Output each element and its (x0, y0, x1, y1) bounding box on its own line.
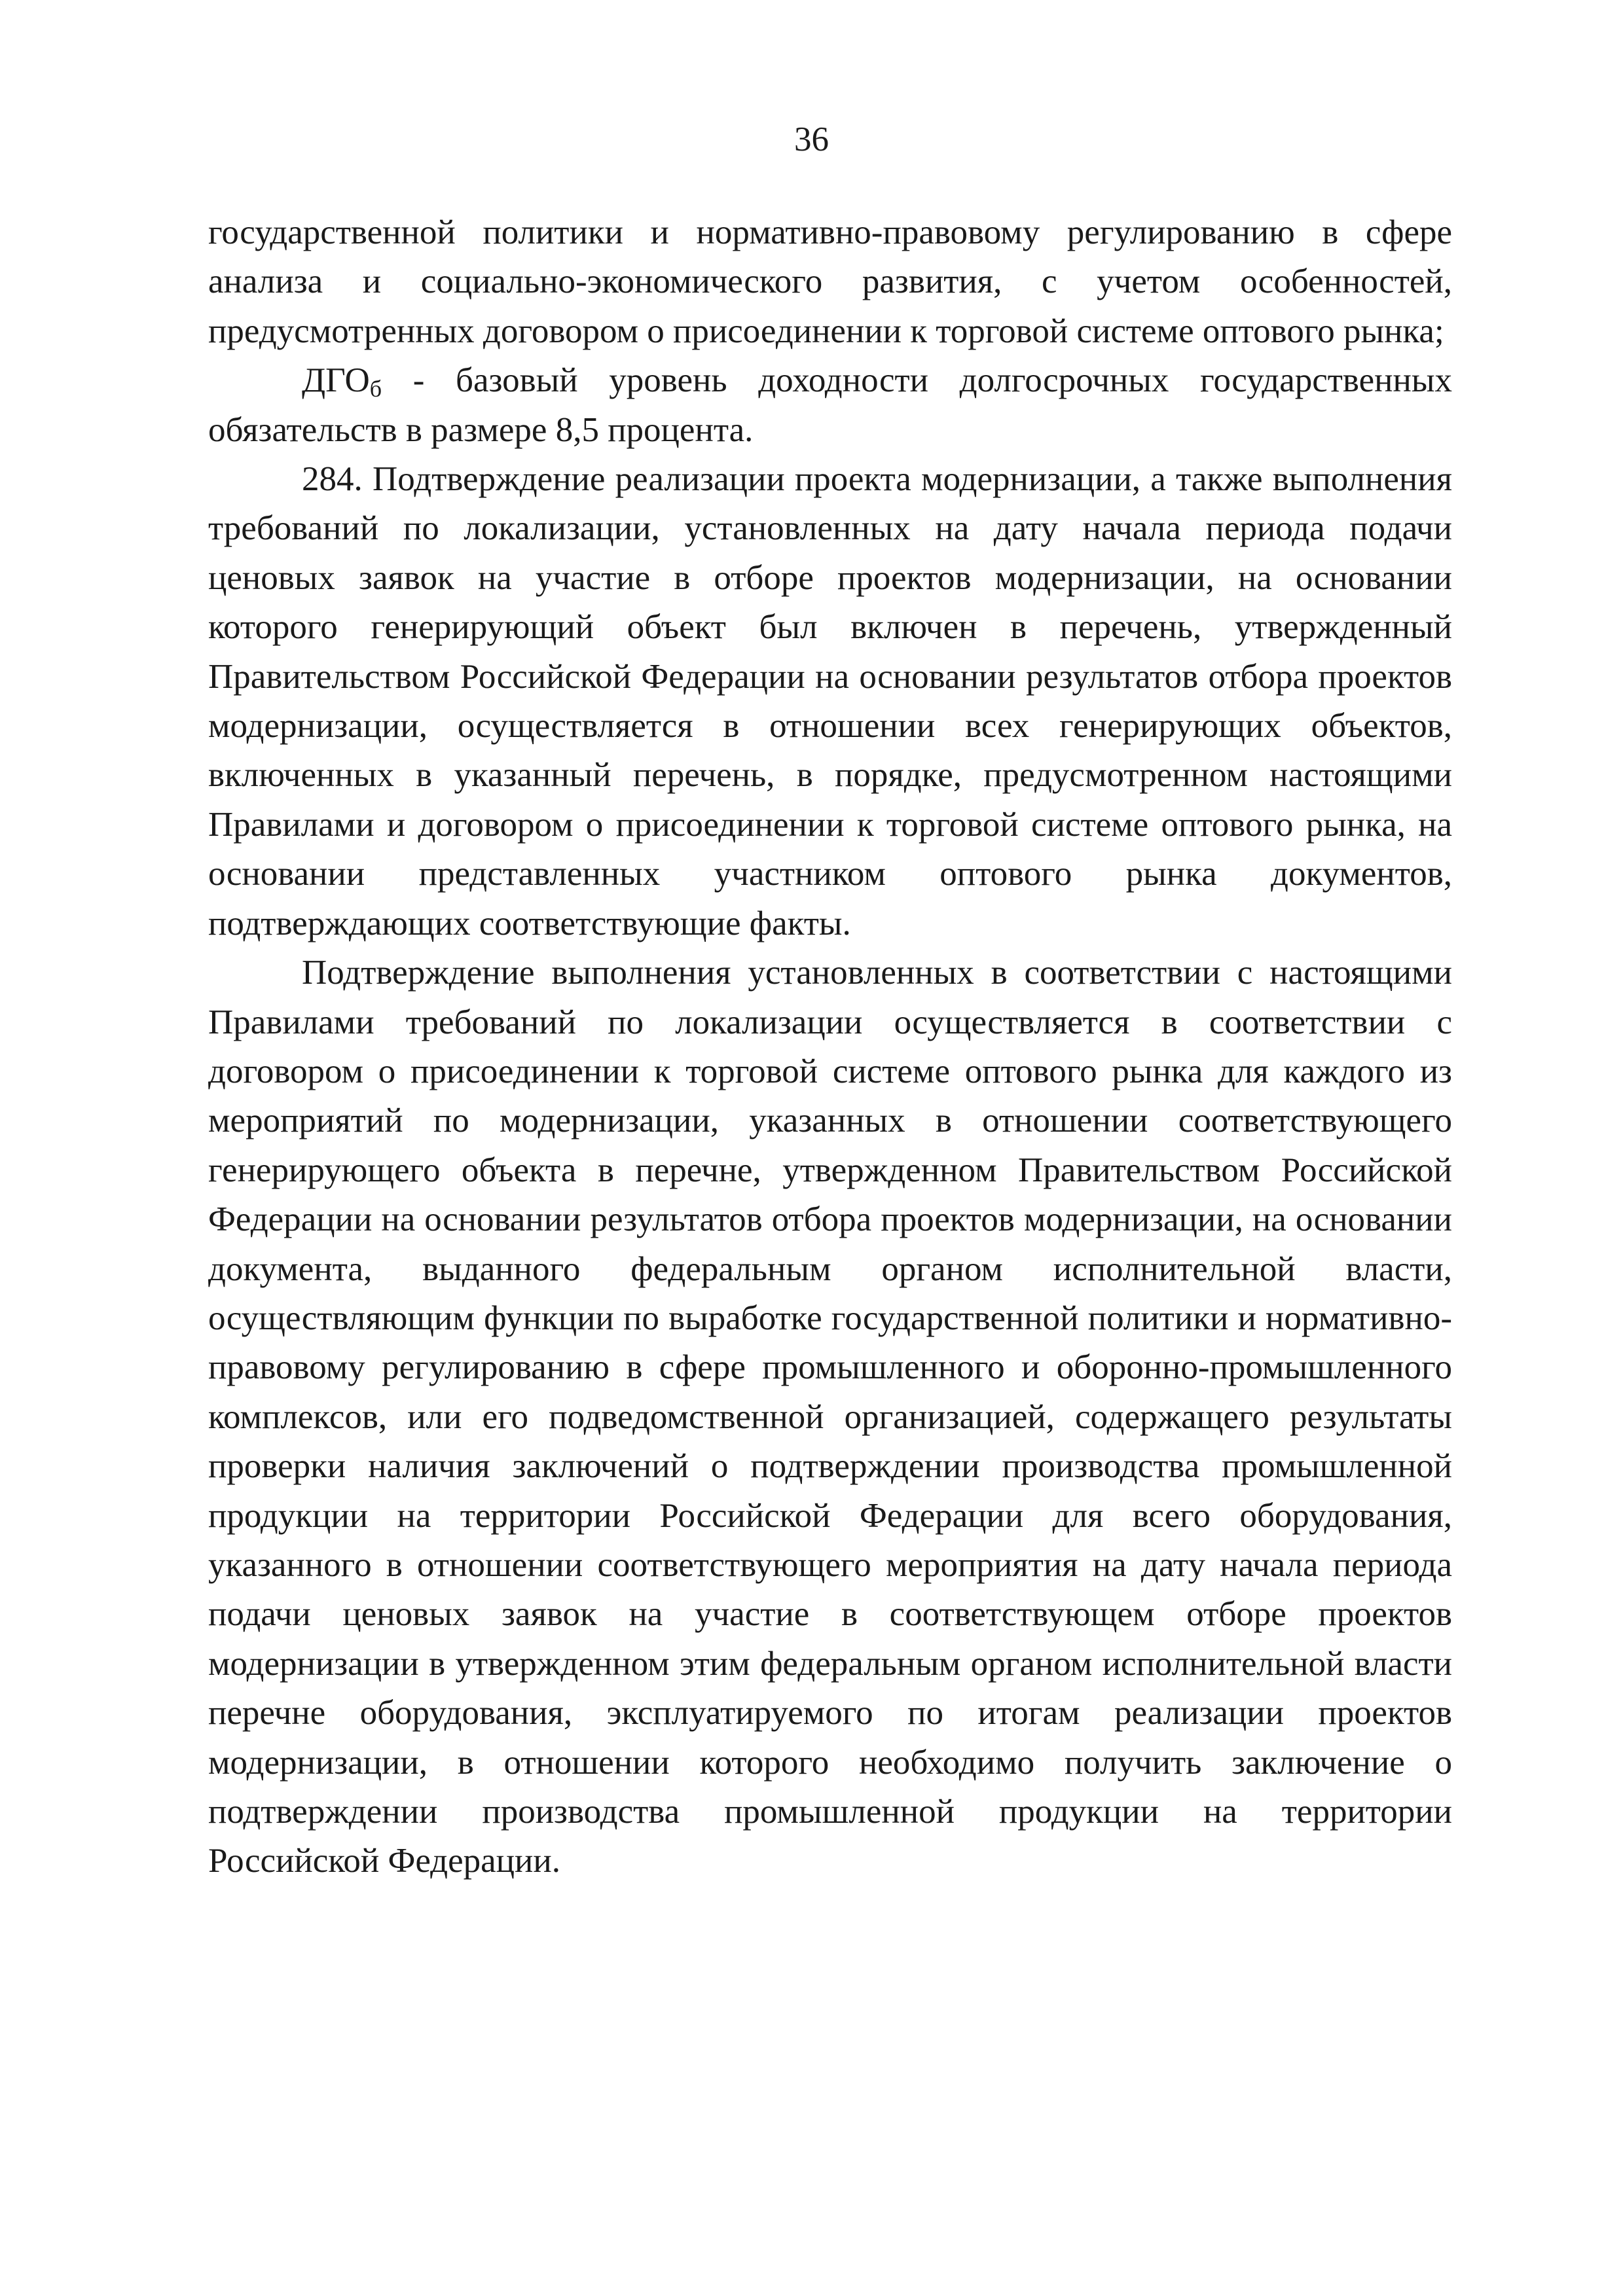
paragraph-policy-continuation: государственной политики и нормативно-правовому регулированию в сфере анализа и социально-экономического развития, с учетом особенностей, предусмотренных договором о присоединении к торговой системе оптового рынка; (208, 213, 1452, 350)
dgo-subscript: б (369, 376, 382, 403)
page-number: 36 (794, 120, 829, 158)
paragraph-dgo-definition (208, 356, 1452, 455)
paragraph-284: 284. Подтверждение реализации проекта модернизации, а также выполнения требований по локализации, установленных на дату начала периода подачи ценовых заявок на участие в отборе проектов модернизации, на основании которого генерирующий объект был включен в перечень, утвержденный Правительством Российской Федерации на основании результатов отбора проектов модернизации, осуществляется в отношении всех генерирующих объектов, включенных в указанный перечень, в порядке, предусмотренном настоящими Правилами и договором о присоединении к торговой системе оптового рынка, на основании представленных участником оптового рынка документов, подтверждающих соответствующие факты. (208, 460, 1452, 942)
dgo-definition-text: - базовый уровень доходности долгосрочных государственных обязательств в размере 8,5 процента. (208, 361, 1452, 449)
paragraph-localization: Подтверждение выполнения установленных в соответствии с настоящими Правилами требований по локализации осуществляется в соответствии с договором о присоединении к торговой системе оптового рынка для каждого из мероприятий по модернизации, указанных в отношении соответствующего генерирующего объекта в перечне, утвержденном Правительством Российской Федерации на основании результатов отбора проектов модернизации, на основании документа, выданного федеральным органом исполнительной власти, осуществляющим функции по выработке государственной политики и нормативно-правовому регулированию в сфере промышленного и оборонно-промышленного комплексов, или его подведомственной организацией, содержащего результаты проверки наличия заключений о подтверждении производства промышленной продукции на территории Российской Федерации для всего оборудования, указанного в отношении соответствующего мероприятия на дату начала периода подачи ценовых заявок на участие в соответствующем отборе проектов модернизации в утвержденном этим федеральным органом исполнительной власти перечне оборудования, эксплуатируемого по итогам реализации проектов модернизации, в отношении которого необходимо получить заключение о подтверждении производства промышленной продукции на территории Российской Федерации. (208, 954, 1452, 1880)
document-body (208, 208, 1452, 1886)
dgo-symbol: ДГО (302, 361, 370, 400)
